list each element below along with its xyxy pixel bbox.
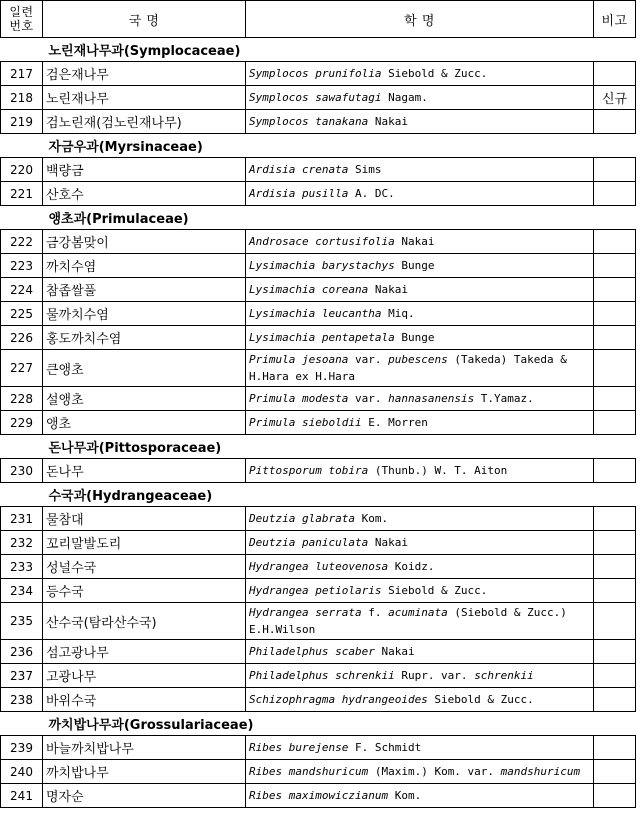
korean-name-cell: 큰앵초 (43, 350, 246, 387)
author-citation: Koidz. (388, 560, 435, 573)
scientific-epithet: Androsace cortusifolia (249, 235, 395, 248)
scientific-name-cell (246, 350, 594, 387)
author-citation: Miq. (381, 307, 415, 320)
korean-name-cell: 바위수국 (43, 688, 246, 712)
korean-name-cell: 명자순 (43, 784, 246, 808)
note-cell (594, 182, 636, 206)
scientific-epithet: acuminata (388, 606, 448, 619)
scientific-epithet: Primula modesta (249, 392, 349, 405)
korean-name-cell: 검노린재(검노린재나무) (43, 110, 246, 134)
note-cell (594, 326, 636, 350)
author-citation: Nakai (368, 115, 408, 128)
korean-name-cell: 물까치수염 (43, 302, 246, 326)
scientific-epithet: Symplocos tanakana (249, 115, 369, 128)
author-citation: Kom. (354, 512, 389, 525)
serial-number-cell: 236 (1, 640, 43, 664)
scientific-epithet: Primula sieboldii (249, 416, 362, 429)
family-heading-row (1, 712, 636, 736)
author-citation: Nakai (368, 283, 408, 296)
scientific-epithet: Deutzia paniculata (249, 536, 369, 549)
scientific-name-cell (246, 688, 594, 712)
serial-number-cell: 229 (1, 411, 43, 435)
note-cell (594, 459, 636, 483)
author-citation: f. (361, 606, 389, 619)
note-cell (594, 784, 636, 808)
serial-number-cell: 228 (1, 387, 43, 411)
serial-number-cell: 221 (1, 182, 43, 206)
table-row (1, 688, 636, 712)
note-cell (594, 411, 636, 435)
note-cell (594, 688, 636, 712)
author-citation: Sims (348, 163, 382, 176)
table-row (1, 182, 636, 206)
scientific-name-cell (246, 302, 594, 326)
serial-number-cell: 226 (1, 326, 43, 350)
scientific-name-cell (246, 86, 594, 110)
author-citation: A. DC. (348, 187, 395, 200)
scientific-epithet: Deutzia glabrata (249, 512, 355, 525)
serial-number-cell: 238 (1, 688, 43, 712)
note-cell (594, 230, 636, 254)
scientific-name-cell (246, 254, 594, 278)
scientific-epithet: Hydrangea luteovenosa (249, 560, 389, 573)
note-cell (594, 760, 636, 784)
author-citation: Nakai (374, 645, 415, 658)
serial-number-cell: 222 (1, 230, 43, 254)
serial-number-cell: 234 (1, 579, 43, 603)
serial-number-cell: 225 (1, 302, 43, 326)
table-row (1, 350, 636, 387)
serial-number-cell: 224 (1, 278, 43, 302)
note-cell (594, 555, 636, 579)
note-cell (594, 278, 636, 302)
scientific-epithet: Ardisia pusilla (249, 187, 349, 200)
table-row (1, 736, 636, 760)
note-cell (594, 736, 636, 760)
table-body (1, 38, 636, 808)
header-scientific-name: 학 명 (246, 1, 594, 38)
author-citation: var. (348, 392, 389, 405)
scientific-epithet: Lysimachia barystachys (249, 259, 395, 272)
author-citation: Bunge (394, 331, 435, 344)
table-row (1, 784, 636, 808)
family-heading: 앵초과(Primulaceae) (48, 212, 189, 227)
author-citation: Nakai (394, 235, 435, 248)
note-cell (594, 579, 636, 603)
table-row (1, 158, 636, 182)
scientific-epithet: Ribes burejense (249, 741, 349, 754)
scientific-name-cell (246, 579, 594, 603)
korean-name-cell: 앵초 (43, 411, 246, 435)
korean-name-cell: 홍도까치수염 (43, 326, 246, 350)
author-citation: F. Schmidt (348, 741, 422, 754)
korean-name-cell: 섬고광나무 (43, 640, 246, 664)
note-cell (594, 387, 636, 411)
scientific-name-cell (246, 760, 594, 784)
author-citation: Nakai (368, 536, 408, 549)
scientific-epithet: Ribes mandshuricum (249, 765, 369, 778)
korean-name-cell: 바늘까치밥나무 (43, 736, 246, 760)
author-citation: Siebold & Zucc. (427, 693, 534, 706)
serial-number-cell: 237 (1, 664, 43, 688)
note-cell (594, 531, 636, 555)
table-row (1, 531, 636, 555)
scientific-name-cell (246, 110, 594, 134)
header-serial-line2: 번호 (9, 19, 34, 33)
note-cell: 신규 (594, 86, 636, 110)
korean-name-cell: 설앵초 (43, 387, 246, 411)
table-row (1, 411, 636, 435)
scientific-name-cell (246, 326, 594, 350)
note-cell (594, 62, 636, 86)
header-korean-name: 국 명 (43, 1, 246, 38)
table-row (1, 62, 636, 86)
family-heading: 자금우과(Myrsinaceae) (48, 140, 203, 155)
family-heading-row (1, 134, 636, 158)
serial-number-cell: 241 (1, 784, 43, 808)
korean-name-cell: 산호수 (43, 182, 246, 206)
korean-name-cell: 등수국 (43, 579, 246, 603)
scientific-epithet: Ribes maximowiczianum (249, 789, 389, 802)
scientific-name-cell (246, 507, 594, 531)
scientific-name-cell (246, 387, 594, 411)
scientific-name-cell (246, 230, 594, 254)
scientific-name-cell (246, 531, 594, 555)
korean-name-cell: 물참대 (43, 507, 246, 531)
scientific-name-cell (246, 459, 594, 483)
scientific-name-cell (246, 664, 594, 688)
author-citation: Siebold & Zucc. (381, 584, 488, 597)
scientific-epithet: Schizophragma hydrangeoides (249, 693, 428, 706)
korean-name-cell: 참좁쌀풀 (43, 278, 246, 302)
scientific-epithet: Pittosporum tobira (249, 464, 369, 477)
table-row (1, 302, 636, 326)
table-row (1, 110, 636, 134)
korean-name-cell: 돈나무 (43, 459, 246, 483)
table-row (1, 230, 636, 254)
author-citation: Siebold & Zucc. (381, 67, 488, 80)
serial-number-cell: 217 (1, 62, 43, 86)
table-row (1, 507, 636, 531)
family-heading-row (1, 38, 636, 62)
table-row (1, 254, 636, 278)
scientific-epithet: hannasanensis (388, 392, 475, 405)
header-note: 비고 (594, 1, 636, 38)
table-row (1, 555, 636, 579)
author-citation: Rupr. var. (394, 669, 475, 682)
scientific-epithet: Philadelphus schrenkii (249, 669, 395, 682)
serial-number-cell: 235 (1, 603, 43, 640)
korean-name-cell: 꼬리말발도리 (43, 531, 246, 555)
family-heading: 까치밥나무과(Grossulariaceae) (48, 718, 254, 733)
korean-name-cell: 고광나무 (43, 664, 246, 688)
header-row (1, 1, 636, 38)
scientific-name-cell (246, 158, 594, 182)
note-cell (594, 640, 636, 664)
serial-number-cell: 220 (1, 158, 43, 182)
author-citation: (Siebold & Zucc.) E.H.Wilson (249, 606, 567, 636)
scientific-name-cell (246, 62, 594, 86)
korean-name-cell: 까치수염 (43, 254, 246, 278)
serial-number-cell: 233 (1, 555, 43, 579)
note-cell (594, 302, 636, 326)
header-serial-line1: 일련 (9, 5, 34, 19)
author-citation: var. (348, 353, 389, 366)
family-heading: 수국과(Hydrangeaceae) (48, 489, 213, 504)
serial-number-cell: 227 (1, 350, 43, 387)
scientific-name-cell (246, 640, 594, 664)
serial-number-cell: 223 (1, 254, 43, 278)
serial-number-cell: 230 (1, 459, 43, 483)
note-cell (594, 110, 636, 134)
scientific-epithet: Primula jesoana (249, 353, 349, 366)
table-row (1, 579, 636, 603)
author-citation: (Thunb.) W. T. Aiton (368, 464, 508, 477)
family-heading: 노린재나무과(Symplocaceae) (48, 44, 241, 59)
serial-number-cell: 240 (1, 760, 43, 784)
scientific-epithet: mandshuricum (500, 765, 581, 778)
korean-name-cell: 백량금 (43, 158, 246, 182)
serial-number-cell: 239 (1, 736, 43, 760)
family-heading-row (1, 435, 636, 459)
korean-name-cell: 성널수국 (43, 555, 246, 579)
scientific-epithet: Ardisia crenata (249, 163, 349, 176)
author-citation: T.Yamaz. (474, 392, 534, 405)
scientific-name-cell (246, 555, 594, 579)
korean-name-cell: 산수국(탐라산수국) (43, 603, 246, 640)
scientific-epithet: Philadelphus scaber (249, 645, 375, 658)
table-row (1, 760, 636, 784)
author-citation: Kom. (388, 789, 422, 802)
note-cell (594, 507, 636, 531)
scientific-name-cell (246, 603, 594, 640)
scientific-name-cell (246, 411, 594, 435)
table-row (1, 459, 636, 483)
author-citation: (Takeda) Takeda & H.Hara ex H.Hara (249, 353, 567, 383)
scientific-epithet: Lysimachia leucantha (249, 307, 382, 320)
author-citation: Bunge (394, 259, 435, 272)
note-cell (594, 664, 636, 688)
scientific-epithet: Symplocos prunifolia (249, 67, 382, 80)
note-cell (594, 603, 636, 640)
scientific-name-cell (246, 182, 594, 206)
scientific-epithet: Lysimachia pentapetala (249, 331, 395, 344)
author-citation: Nagam. (381, 91, 428, 104)
table-row (1, 326, 636, 350)
serial-number-cell: 232 (1, 531, 43, 555)
table-row (1, 640, 636, 664)
family-heading-row (1, 483, 636, 507)
family-heading-row (1, 206, 636, 230)
scientific-epithet: Hydrangea petiolaris (249, 584, 382, 597)
serial-number-cell: 231 (1, 507, 43, 531)
scientific-epithet: schrenkii (474, 669, 534, 682)
korean-name-cell: 금강봄맞이 (43, 230, 246, 254)
header-serial-number (1, 1, 43, 38)
scientific-epithet: pubescens (388, 353, 448, 366)
note-cell (594, 254, 636, 278)
author-citation: (Maxim.) Kom. var. (368, 765, 501, 778)
korean-name-cell: 노린재나무 (43, 86, 246, 110)
table-row (1, 387, 636, 411)
korean-name-cell: 까치밥나무 (43, 760, 246, 784)
table-row (1, 664, 636, 688)
scientific-name-cell (246, 278, 594, 302)
serial-number-cell: 218 (1, 86, 43, 110)
scientific-name-cell (246, 784, 594, 808)
note-cell (594, 158, 636, 182)
scientific-epithet: Symplocos sawafutagi (249, 91, 382, 104)
korean-name-cell: 검은재나무 (43, 62, 246, 86)
scientific-name-cell (246, 736, 594, 760)
author-citation: E. Morren (361, 416, 428, 429)
table-row (1, 86, 636, 110)
note-cell (594, 350, 636, 387)
table-row (1, 603, 636, 640)
serial-number-cell: 219 (1, 110, 43, 134)
scientific-epithet: Hydrangea serrata (249, 606, 362, 619)
family-heading: 돈나무과(Pittosporaceae) (48, 441, 222, 456)
table-row (1, 278, 636, 302)
scientific-epithet: Lysimachia coreana (249, 283, 369, 296)
